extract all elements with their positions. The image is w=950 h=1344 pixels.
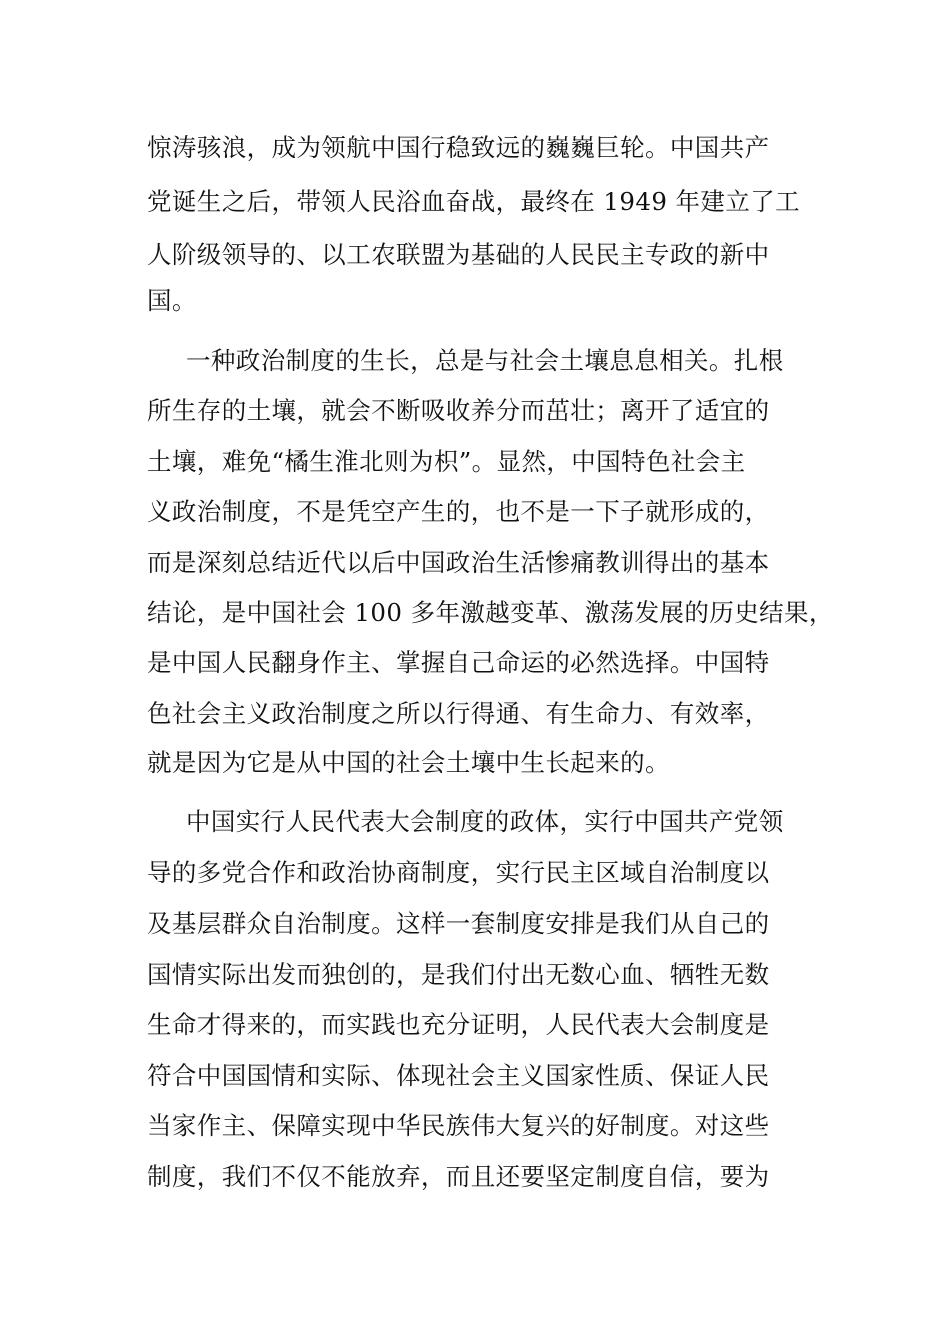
- paragraph-2-line-4: 义政治制度，不是凭空产生的，也不是一下子就形成的，: [147, 497, 770, 526]
- paragraph-3-line-7: 当家作主、保障实现中华民族伟大复兴的好制度。对这些: [147, 1111, 770, 1140]
- paragraph-2-line-8: 色社会主义政治制度之所以行得通、有生命力、有效率，: [147, 699, 770, 728]
- paragraph-3-line-1: 中国实行人民代表大会制度的政体，实行中国共产党领: [186, 807, 784, 836]
- paragraph-2-line-9: 就是因为它是从中国的社会土壤中生长起来的。: [147, 748, 670, 777]
- paragraph-2-line-1: 一种政治制度的生长，总是与社会土壤息息相关。扎根: [186, 346, 784, 375]
- paragraph-3-line-5: 生命才得来的，而实践也充分证明，人民代表大会制度是: [147, 1010, 770, 1039]
- paragraph-1-line-3: 人阶级领导的、以工农联盟为基础的人民民主专政的新中: [147, 240, 770, 269]
- paragraph-2-line-3: 土壤，难免“橘生淮北则为枳”。显然，中国特色社会主: [147, 447, 746, 476]
- paragraph-2-line-6: 结论，是中国社会 100 多年激越变革、激荡发展的历史结果，: [147, 598, 834, 627]
- paragraph-1-line-4: 国。: [147, 286, 197, 315]
- paragraph-2-line-2: 所生存的土壤，就会不断吸收养分而茁壮；离开了适宜的: [147, 396, 770, 425]
- paragraph-3-line-2: 导的多党合作和政治协商制度，实行民主区域自治制度以: [147, 858, 770, 887]
- paragraph-3-line-4: 国情实际出发而独创的，是我们付出无数心血、牺牲无数: [147, 960, 770, 989]
- paragraph-1-line-2: 党诞生之后，带领人民浴血奋战，最终在 1949 年建立了工: [147, 187, 801, 216]
- paragraph-2-line-7: 是中国人民翻身作主、掌握自己命运的必然选择。中国特: [147, 648, 770, 677]
- paragraph-1-line-1: 惊涛骇浪，成为领航中国行稳致远的巍巍巨轮。中国共产: [147, 133, 770, 162]
- paragraph-3-line-8: 制度，我们不仅不能放弃，而且还要坚定制度自信，要为: [147, 1162, 770, 1191]
- paragraph-2-line-5: 而是深刻总结近代以后中国政治生活惨痛教训得出的基本: [147, 548, 770, 577]
- paragraph-3-line-3: 及基层群众自治制度。这样一套制度安排是我们从自己的: [147, 909, 770, 938]
- paragraph-3-line-6: 符合中国国情和实际、体现社会主义国家性质、保证人民: [147, 1061, 770, 1090]
